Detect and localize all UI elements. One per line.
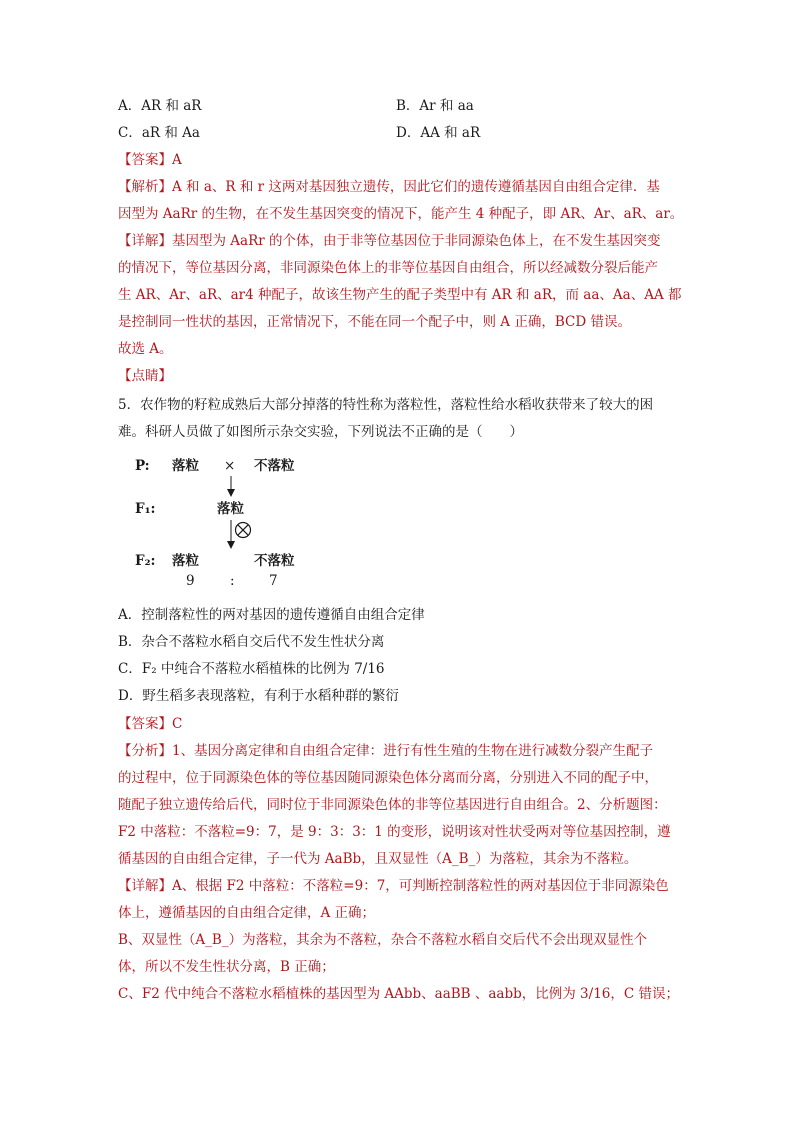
q5-detail-line-2: 体上，遵循基因的自由组合定律，A 正确； [118, 905, 376, 921]
analysis-tag: 【解析】 [118, 179, 172, 195]
analysis-line-2: 因型为 AaRr 的生物，在不发生基因突变的情况下，能产生 4 种配子，即 AR、Ar、aR、ar。 [118, 206, 684, 222]
q5-analysis-line-5: 循基因的自由组合定律，子一代为 AaBb，且双显性（A_B_）为落粒，其余为不落粒。 [118, 851, 638, 867]
question-5-line-1: 5．农作物的籽粒成熟后大部分掉落的特性称为落粒性，落粒性给水稻收获带来了较大的困 [118, 397, 654, 413]
q5-detail-line-5: C、F2 代中纯合不落粒水稻植株的基因型为 AAbb、aaBB 、aabb，比例为 3/16，C 错误； [118, 986, 679, 1002]
detail-line-4: 是控制同一性状的基因，正常情况下，不能在同一个配子中，则 A 正确，BCD 错误。 [118, 314, 631, 330]
q5-answer-line [118, 715, 182, 733]
f2-label: F₂: [135, 553, 156, 569]
self-cross-icon [236, 523, 251, 538]
option-a: A．AR 和 aR [118, 98, 202, 114]
q5-analysis-line-2: 的过程中，位于同源染色体的等位基因随同源染色体分离而分离，分别进入不同的配子中， [118, 770, 658, 786]
f2-right: 不落粒 [254, 553, 295, 569]
q5-option-a: A．控制落粒性的两对基因的遗传遵循自由组合定律 [118, 607, 425, 623]
q5-detail-line-4: 体，所以不发生性状分离，B 正确； [118, 959, 335, 975]
answer-tag: 【答案】 [118, 152, 172, 168]
arrow-head-2 [227, 541, 235, 549]
ratio-colon: : [230, 573, 235, 589]
q5-option-b: B．杂合不落粒水稻自交后代不发生性状分离 [118, 634, 385, 650]
p-left: 落粒 [172, 458, 199, 474]
f1-value: 落粒 [217, 501, 244, 517]
q5-analysis-tag: 【分析】 [118, 743, 172, 759]
option-d: D．AA 和 aR [396, 125, 481, 141]
ratio-right: 7 [269, 573, 278, 589]
q5-detail-text: A、根据 F2 中落粒：不落粒=9：7，可判断控制落粒性的两对基因位于非同源染色 [172, 878, 669, 894]
point-tag: 【点睛】 [118, 368, 172, 384]
arrow-head-1 [227, 489, 235, 497]
q5-detail-line-1 [118, 877, 669, 895]
p-label: P: [135, 458, 150, 474]
detail-line-2: 的情况下，等位基因分离，非同源染色体上的非等位基因自由组合，所以经减数分裂后能产 [118, 260, 658, 276]
analysis-text: A 和 a、R 和 r 这两对基因独立遗传，因此它们的遗传遵循基因自由组合定律．基 [172, 179, 660, 195]
q5-option-c: C．F₂ 中纯合不落粒水稻植株的比例为 7/16 [118, 661, 385, 677]
q5-detail-line-3: B、双显性（A_B_）为落粒，其余为不落粒，杂合不落粒水稻自交后代不会出现双显性个 [118, 932, 648, 948]
q5-option-d: D．野生稻多表现落粒，有利于水稻种群的繁衍 [118, 688, 399, 704]
option-b: B．Ar 和 aa [396, 98, 474, 114]
f2-left: 落粒 [172, 553, 199, 569]
detail-line-3: 生 AR、Ar、aR、ar4 种配子，故该生物产生的配子类型中有 AR 和 aR，而 aa、Aa、AA 都 [118, 287, 682, 303]
detail-text: 基因型为 AaRr 的个体，由于非等位基因位于非同源染色体上，在不发生基因突变 [172, 233, 661, 249]
q5-detail-tag: 【详解】 [118, 878, 172, 894]
ratio-left: 9 [186, 573, 195, 589]
cross-symbol: × [224, 458, 236, 474]
q5-analysis-text: 1、基因分离定律和自由组合定律：进行有性生殖的生物在进行减数分裂产生配子 [172, 743, 654, 759]
p-right: 不落粒 [254, 458, 295, 474]
option-c: C．aR 和 Aa [118, 125, 200, 141]
q5-analysis-line-3: 随配子独立遗传给后代，同时位于非同源染色体的非等位基因进行自由组合。2、分析题图： [118, 797, 667, 813]
question-5-line-2: 难。科研人员做了如图所示杂交实验，下列说法不正确的是（ ） [118, 424, 523, 440]
answer-value: A [172, 152, 182, 168]
f1-label: F₁: [135, 501, 156, 517]
detail-tag: 【详解】 [118, 233, 172, 249]
q5-answer-tag: 【答案】 [118, 716, 172, 732]
q5-analysis-line-4: F2 中落粒：不落粒=9：7，是 9：3：3：1 的变形，说明该对性状受两对等位基因控制，遵 [118, 824, 671, 840]
q5-analysis-line-1 [118, 742, 653, 760]
detail-line-5: 故选 A。 [118, 341, 173, 357]
q5-answer-value: C [172, 716, 183, 732]
